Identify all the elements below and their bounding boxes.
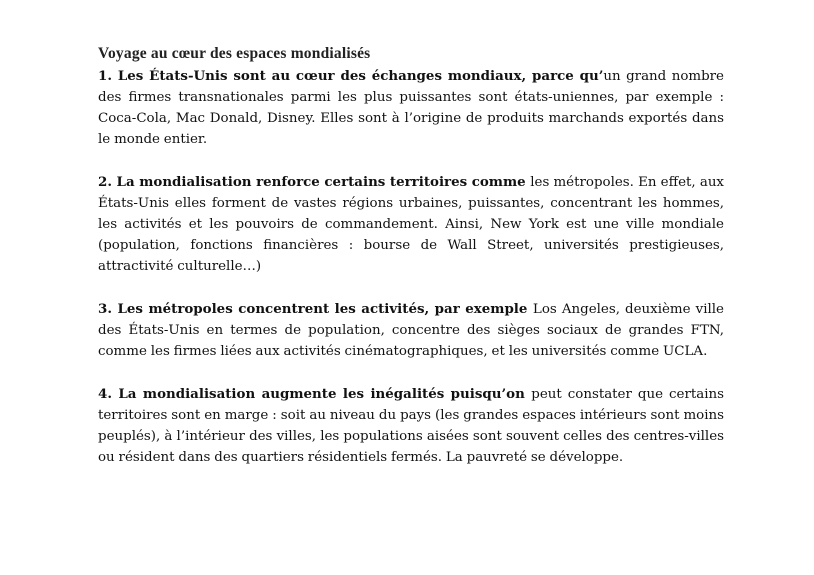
paragraph-4-lead: 4. La mondialisation augmente les inégalités puisqu’on — [98, 386, 532, 402]
paragraph-2-body: les métropoles. En effet, aux États-Unis elles forment de vastes régions urbaines, puissantes, concentrant les hommes, les activités et les pouvoirs de commandement. Ainsi, New York est une ville mondiale (population, fonctions financières : bourse de Wall Street, universités prestigieuses, attractivité culturelle…) — [98, 175, 724, 274]
paragraph-3 — [98, 299, 724, 362]
document-body — [98, 66, 724, 490]
paragraph-3-lead: 3. Les métropoles concentrent les activités, par exemple — [98, 301, 533, 317]
cut-off-heading — [98, 41, 698, 63]
cut-off-heading-text: Voyage au cœur des espaces mondialisés — [98, 45, 371, 62]
paragraph-2 — [98, 172, 724, 277]
paragraph-3-body: Los Angeles, deuxième ville des États-Unis en termes de population, concentre des sièges sociaux de grandes FTN, comme les firmes liées aux activités cinématographiques, et les universités comme UCLA. — [98, 302, 724, 359]
paragraph-1 — [98, 66, 724, 150]
paragraph-2-lead: 2. La mondialisation renforce certains territoires comme — [98, 174, 531, 190]
paragraph-1-body: un grand nombre des firmes transnationales parmi les plus puissantes sont états-uniennes, par exemple : Coca-Cola, Mac Donald, Disney. Elles sont à l’origine de produits marchands exportés dans le monde entier. — [98, 69, 724, 147]
paragraph-1-lead: 1. Les États-Unis sont au cœur des échanges mondiaux, parce qu’ — [98, 68, 604, 84]
paragraph-4-body: peut constater que certains territoires sont en marge : soit au niveau du pays (les grandes espaces intérieurs sont moins peuplés), à l’intérieur des villes, les populations aisées sont souvent celles des centres-villes ou résident dans des quartiers résidentiels fermés. La pauvreté se développe. — [98, 387, 724, 465]
paragraph-4 — [98, 384, 724, 468]
